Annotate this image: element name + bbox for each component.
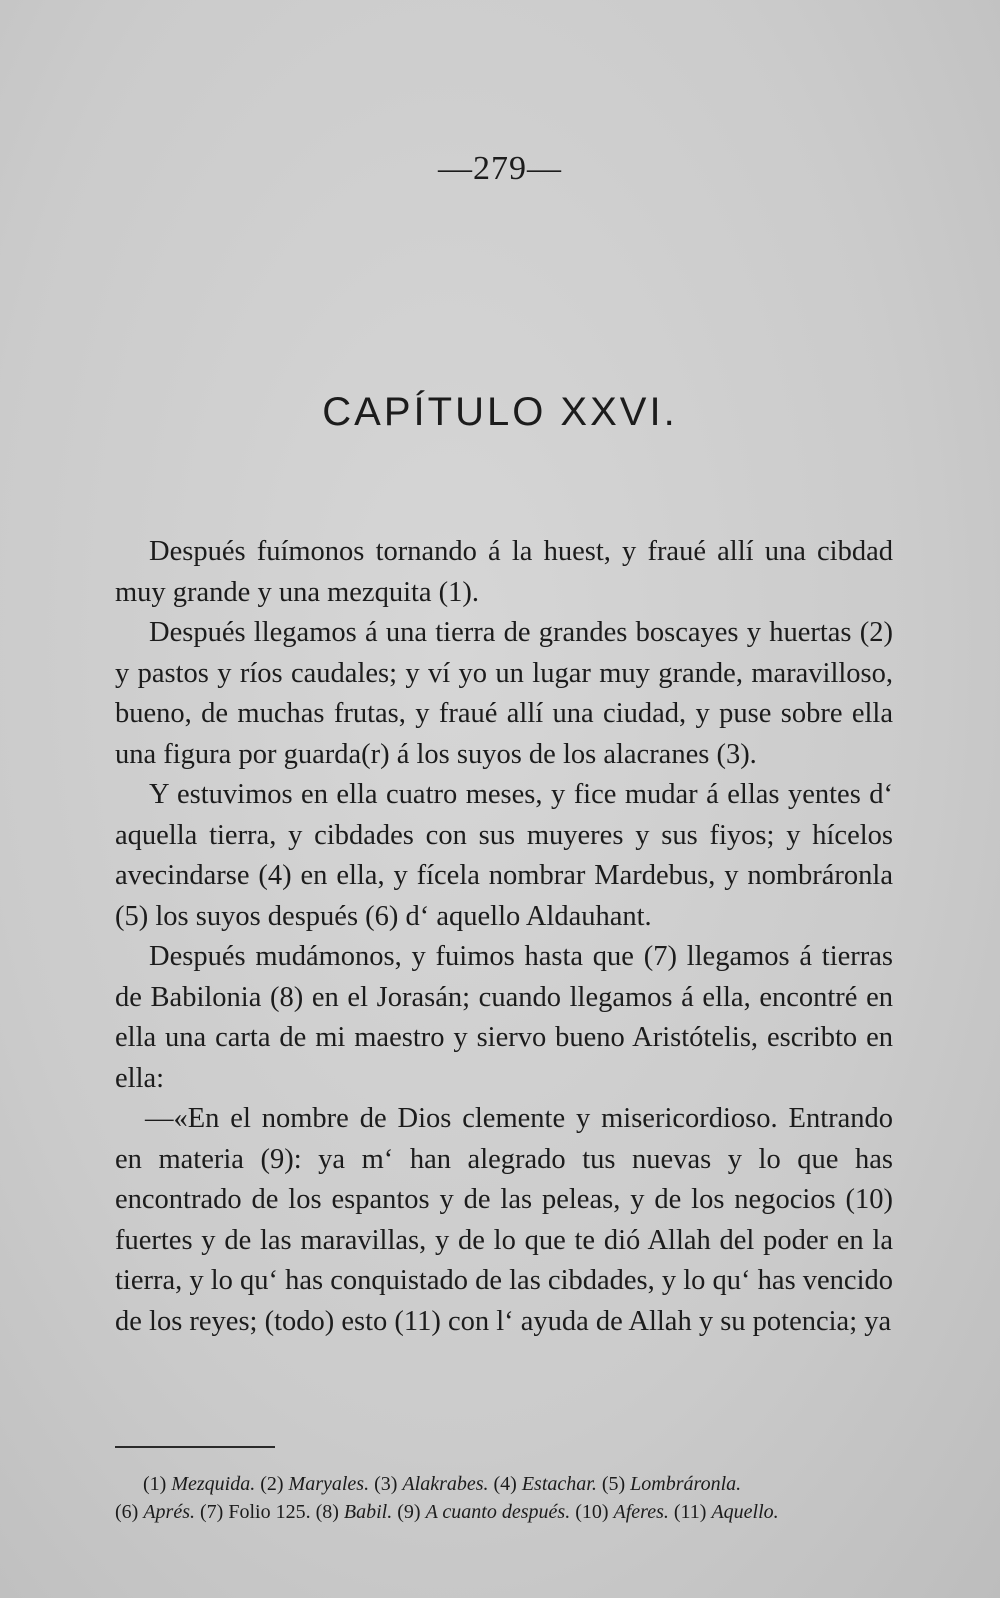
footnote-number: (4) xyxy=(493,1473,517,1495)
body-text xyxy=(115,532,893,1342)
footnote-term: Estachar. xyxy=(521,1473,597,1495)
chapter-title: CAPÍTULO XXVI. xyxy=(322,390,678,434)
footnote-number: (8) xyxy=(315,1501,339,1523)
footnote-number: (10) xyxy=(575,1501,609,1523)
footnote-term: Mezquida. xyxy=(171,1473,256,1495)
paragraph-3: Y estuvimos en ella cuatro meses, y fice mudar á ellas yentes d‘ aquella tierra, y cibdades con sus muyeres y sus fiyos; y hícelos avecindarse (4) en ella, y fícela nombrar Mardebus, y nombráronla (5) los suyos después (6) d‘ aquello Aldauhant. xyxy=(115,779,893,932)
page-number: —279— xyxy=(438,150,562,187)
footnote-number: (3) xyxy=(374,1473,398,1495)
footnotes xyxy=(115,1470,895,1526)
footnote-term: A cuanto después. xyxy=(425,1501,571,1523)
footnote-number: (5) xyxy=(601,1473,626,1495)
footnote-term: Alakrabes. xyxy=(402,1473,489,1495)
footnote-term: Maryales. xyxy=(288,1473,370,1495)
footnote-divider xyxy=(115,1446,275,1448)
footnote-term: Babil. xyxy=(343,1501,393,1523)
footnote-term: Folio 125. xyxy=(228,1501,311,1523)
footnotes-line-1 xyxy=(115,1470,895,1498)
footnote-number: (9) xyxy=(397,1501,421,1523)
footnote-term: Aquello. xyxy=(711,1501,779,1523)
footnote-number: (6) xyxy=(115,1501,139,1523)
paragraph-5: —«En el nombre de Dios clemente y misericordioso. Entrando en materia (9): ya m‘ han alegrado tus nuevas y lo que has encontrado de los espantos y de las peleas, y de los negocios (10) fuertes y de las maravillas, y de lo que te dió Allah del poder en la tierra, y lo qu‘ has conquistado de las cibdades, y lo qu‘ has vencido de los reyes; (todo) esto (11) con l‘ ayuda de Allah y su potencia; ya xyxy=(115,1103,894,1337)
footnote-number: (7) xyxy=(200,1501,224,1523)
footnote-term: Lombráronla. xyxy=(630,1473,742,1495)
footnote-term: Aferes. xyxy=(613,1501,669,1523)
paragraph-2: Después llegamos á una tierra de grandes boscayes y huertas (2) y pastos y ríos caudales; y ví yo un lugar muy grande, maravilloso, bueno, de muchas frutas, y fraué allí una ciudad, y puse sobre ella una figura por guarda(r) á los suyos de los alacranes (3). xyxy=(115,617,893,770)
paragraph-4: Después mudámonos, y fuimos hasta que (7) llegamos á tierras de Babilonia (8) en el Jorasán; cuando llegamos á ella, encontré en ella una carta de mi maestro y siervo bueno Aristótelis, escribto en ella: xyxy=(115,941,893,1094)
footnote-number: (2) xyxy=(260,1473,284,1495)
footnote-number: (11) xyxy=(673,1501,707,1523)
footnotes-line-2 xyxy=(115,1498,895,1526)
footnote-term: Aprés. xyxy=(143,1501,195,1523)
paragraph-1: Después fuímonos tornando á la huest, y fraué allí una cibdad muy grande y una mezquita (1). xyxy=(115,536,893,608)
footnote-number: (1) xyxy=(143,1473,167,1495)
